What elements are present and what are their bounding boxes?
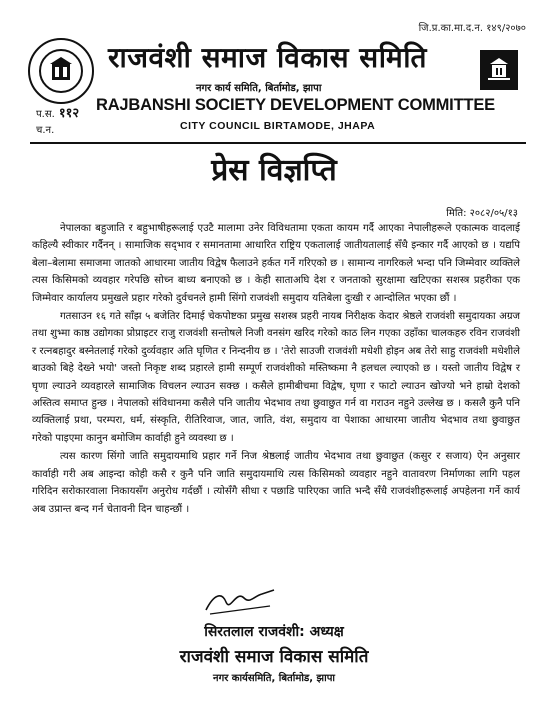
paragraph: गतसाउन १६ गते साँझ ५ बजेतिर दिमाई चेकपोष्टका प्रमुख सशस्त्र प्रहरी नायब निरीक्षक केदार श्रेष्ठले राजवंशी समुदायका अग्रज तथा शुभ्मा काष्ठ उद्योगका प्रोप्राइटर राजु राजवंशी सन्तोषले निजी वनसंग खरिद गरेको काठ लिन गएका उहाँका चालकहरु रविन राजवंशी र रत्नबहादुर बस्नेतलाई गरेको दुर्व्यवहार अति घृणित र निन्दनीय छ । 'तेरो साउजी राजवंशी मधेशी होइन अब तेरो साहु राजवंशी मधेशीले बाउको बिहे देख्ने भयो' जस्तो निकृष्ट शब्द प्रहारले हामी सम्पूर्ण राजवंशीको मस्तिष्कमा नै हलचल ल्याएको छ । यस्तो जातीय विद्वेष र घृणा ल्याउने व्यवहारले सामाजिक विचलन ल्याउन सक्छ । कसैले हामीबीचमा विद्वेष, घृणा र फाटो ल्याउन खोज्यो भने हाम्रो देशको अस्तित्व समाप्त हुन्छ । नेपालको संविधानमा कसैले पनि जातीय भेदभाव तथा छुवाछुत गर्न वा गराउन नहुने उल्लेख छ । कसलै कुनै पनि व्यक्तिलाई प्रथा, परम्परा, धर्म, संस्कृति, रीतिरिवाज, जात, जाति, वंश, समुदाय वा पेशाका आधारमा जातीय भेदभाव तथा छुवाछुत गरेको पाइएमा कानुन बमोजिम कार्वाही हुने व्यवस्था छ । <box>32 311 520 444</box>
organization-subtitle-english: CITY COUNCIL BIRTAMODE, JHAPA <box>180 120 376 132</box>
handwritten-signature <box>200 584 280 622</box>
paragraph: त्यस कारण सिंगो जाति समुदायमाथि प्रहार गर्ने निज श्रेष्ठलाई जातीय भेदभाव तथा छुवाछुत (कसुर र सजाय) ऐन अनुसार कार्वाही गरी अब आइन्दा कोही कसै र कुनै पनि जाति समुदायमाथि त्यस किसिमको व्यवहार नहुने वातावरण निर्माणका लागि पहल गरिदिन सरोकारवाला निकायसँग अनुरोध गर्दछौं । त्योसँगै सीधा र पछाडि पारिएका जाति भन्दै सँधै राजवंशीहरूलाई अपहेलना गर्ने कार्य अब उप्रान्त बन्द गर्न चेतावनी दिन चाहन्छौं । <box>32 451 520 515</box>
organization-seal-logo <box>28 38 94 104</box>
paragraph: नेपालका बहुजाति र बहुभाषीहरूलाई एउटै मालामा उनेर विविधतामा एकता कायम गर्दै आएका नेपालीहरूले एकात्मक वादलाई कहिल्यै स्वीकार गर्दैनन् । सामाजिक सद्‍भाव र समानतामा आधारित राष्ट्रिय एकतालाई जातीयतालाई सँधै इन्कार गर्दै आएको छ । यद्यपि बेला–बेलामा समाजमा जातको आधारमा जातीय विद्वेष फैलाउने हर्कत गर्ने गरिएको छ । सामान्य नागरिकले भन्दा पनि जिम्मेवार व्यक्तिले त्यस किसिमको व्यवहार गरेपछि सोच्न बाध्य बनाएको छ । केही साताअघि देश र जनताको सुरक्षामा खटिएका सशस्त्र प्रहरीका एक जिम्मेवार कार्यालय प्रमुखले प्रहार गरेको दुर्वचनले हामी सिंगो राजवंशी समुदाय यतिबेला दुःखी र आन्दोलित भएका छौं । <box>32 223 520 304</box>
page-title: प्रेस विज्ञप्ति <box>211 153 337 188</box>
chalani-label: च.न. <box>36 125 55 136</box>
document-date: मिति: २०८२/०५/१३ <box>446 208 518 219</box>
organization-name-english: RAJBANSHI SOCIETY DEVELOPMENT COMMITTEE <box>96 96 495 114</box>
registration-number: जि.प्र.का.मा.द.न. १४९/२०७० <box>418 23 526 34</box>
reference-numbers <box>36 106 79 139</box>
signatory-name: सिरतलाल राजवंशी: अध्यक्ष <box>204 624 344 640</box>
signature-organization: राजवंशी समाज विकास समिति <box>179 647 369 667</box>
organization-name-nepali: राजवंशी समाज विकास समिति <box>108 41 427 74</box>
flag-emblem-icon <box>480 50 518 90</box>
patra-number: ११२ <box>58 106 80 121</box>
document-body <box>32 220 520 519</box>
organization-subtitle-nepali: नगर कार्य समिति, बिर्तामोड, झापा <box>196 83 322 94</box>
header-divider <box>30 142 526 144</box>
signature-subtitle: नगर कार्यसमिति, बिर्तामोड, झापा <box>213 673 335 684</box>
patra-label: प.स. <box>36 109 55 120</box>
